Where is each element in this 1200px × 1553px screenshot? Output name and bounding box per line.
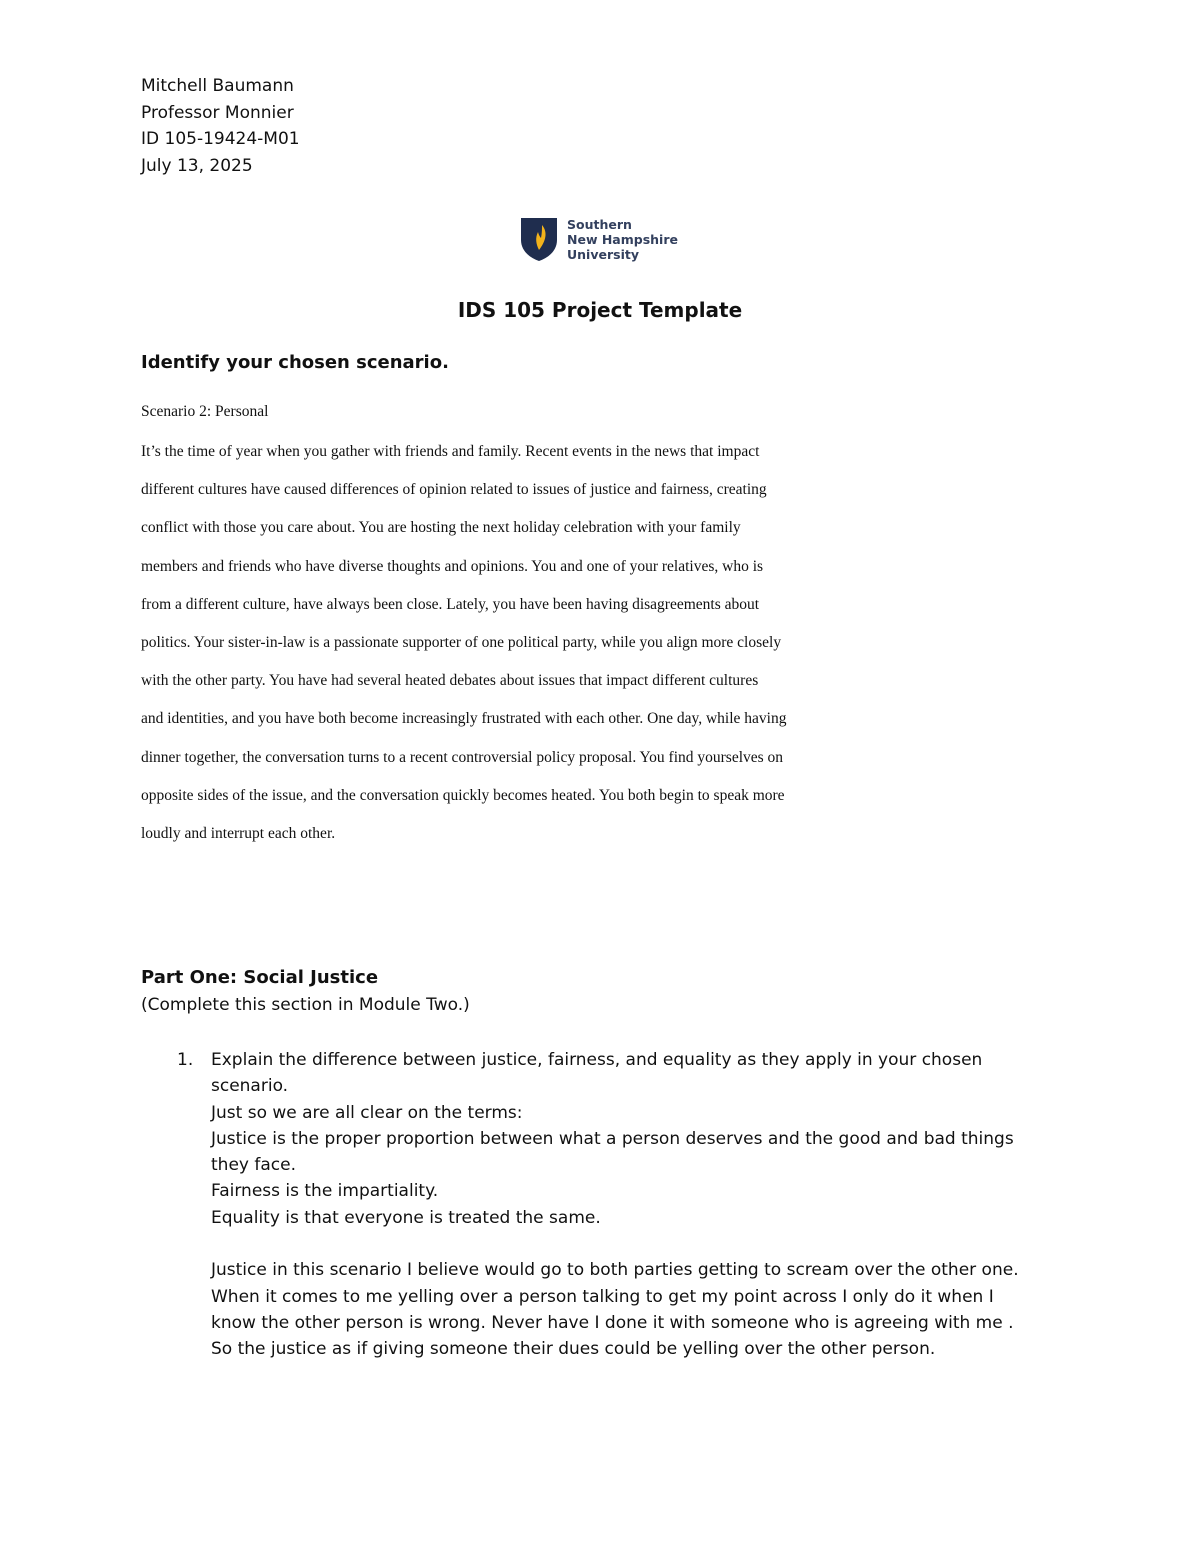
scenario-line: different cultures have caused differences of opinion related to issues of justice and fairness, creating xyxy=(141,481,767,499)
logo-line: New Hampshire xyxy=(567,231,678,247)
part-one-note: (Complete this section in Module Two.) xyxy=(141,995,470,1015)
scenario-line: members and friends who have diverse thoughts and opinions. You and one of your relatives, who is xyxy=(141,557,764,575)
university-logo xyxy=(519,216,678,262)
logo-line: University xyxy=(567,246,639,262)
part-one-heading: Part One: Social Justice xyxy=(141,967,379,988)
scenario-line: loudly and interrupt each other. xyxy=(141,824,336,842)
definition-line: Fairness is the impartiality. xyxy=(211,1181,439,1202)
scenario-line: and identities, and you have both become increasingly frustrated with each other. One day, while having xyxy=(141,710,787,728)
author-name: Mitchell Baumann xyxy=(141,76,294,96)
paragraph-gap xyxy=(211,1231,1041,1257)
question-prompt-line: scenario. xyxy=(211,1076,289,1097)
scenario-line: dinner together, the conversation turns to a recent controversial policy proposal. You find yourselves on xyxy=(141,748,784,766)
scenario-line: conflict with those you care about. You are hosting the next holiday celebration with your family xyxy=(141,519,741,537)
answer-line: So the justice as if giving someone their dues could be yelling over the other person. xyxy=(211,1339,936,1360)
document-date: July 13, 2025 xyxy=(141,155,253,176)
question-body xyxy=(211,1047,1041,1363)
scenario-line: politics. Your sister-in-law is a passionate supporter of one political party, while you align more closely xyxy=(141,633,782,651)
logo-wordmark xyxy=(567,217,678,262)
scenario-label: Scenario 2: Personal xyxy=(141,403,269,420)
answer-line: When it comes to me yelling over a person talking to get my point across I only do it when I xyxy=(211,1286,994,1307)
definition-line: Just so we are all clear on the terms: xyxy=(211,1102,523,1123)
answer-line: know the other person is wrong. Never have I done it with someone who is agreeing with me . xyxy=(211,1312,1014,1333)
question-1 xyxy=(141,1047,1041,1363)
question-number: 1. xyxy=(177,1050,194,1070)
course-id: ID 105-19424-M01 xyxy=(141,129,300,149)
definition-line: they face. xyxy=(211,1155,296,1176)
document-title: IDS 105 Project Template xyxy=(457,298,743,322)
scenario-line: opposite sides of the issue, and the conversation quickly becomes heated. You both begin to speak more xyxy=(141,786,785,804)
question-prompt-line: Explain the difference between justice, fairness, and equality as they apply in your chosen xyxy=(211,1050,983,1070)
definition-line: Justice is the proper proportion between what a person deserves and the good and bad things xyxy=(211,1128,1014,1149)
author-header xyxy=(141,73,300,179)
scenario-paragraph xyxy=(141,441,787,861)
answer-line: Justice in this scenario I believe would go to both parties getting to scream over the other one. xyxy=(211,1260,1019,1281)
scenario-line: It’s the time of year when you gather with friends and family. Recent events in the news that impact xyxy=(141,443,760,460)
definition-line: Equality is that everyone is treated the same. xyxy=(211,1207,601,1228)
scenario-heading: Identify your chosen scenario. xyxy=(141,352,449,373)
shield-flame-icon xyxy=(519,216,559,262)
logo-line: Southern xyxy=(567,216,632,232)
scenario-line: with the other party. You have had several heated debates about issues that impact different cultures xyxy=(141,672,759,690)
professor-name: Professor Monnier xyxy=(141,102,294,123)
scenario-line: from a different culture, have always been close. Lately, you have been having disagreements about xyxy=(141,595,760,613)
